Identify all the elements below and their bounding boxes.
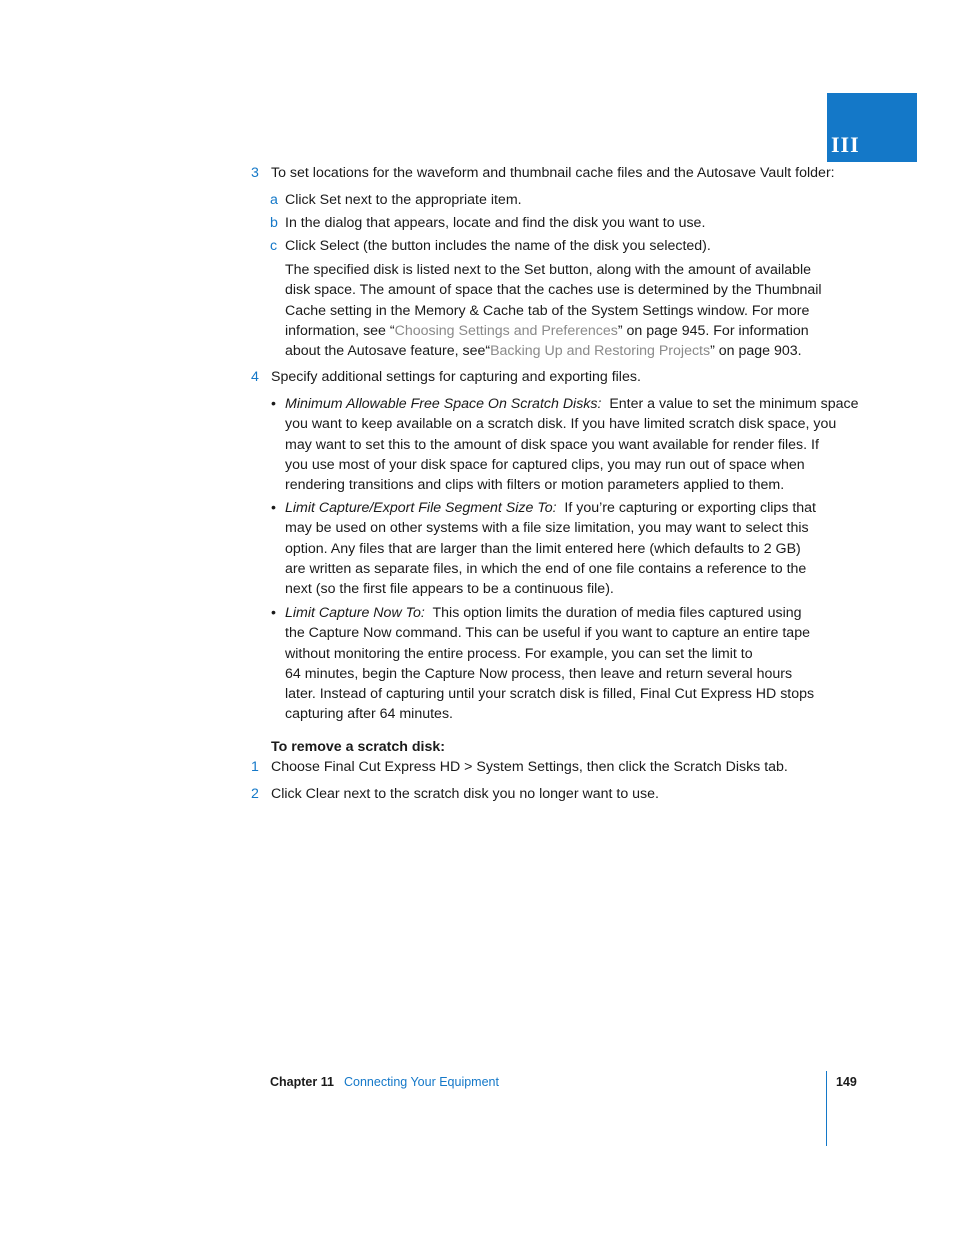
substep-text: Click Set next to the appropriate item. [285,192,522,208]
substep-letter: b [270,215,278,231]
paragraph-line [285,603,830,623]
paragraph-line: you want to keep available on a scratch disk. If you have limited scratch disk space, you [285,416,837,433]
paragraph-line: are written as separate files, in which the end of one file contains a reference to the [285,560,807,577]
substep-text: In the dialog that appears, locate and find the disk you want to use. [285,215,706,231]
text-fragment: If you’re capturing or exporting clips that [564,500,816,516]
paragraph-line: the Capture Now command. This can be useful if you want to capture an entire tape [285,625,810,642]
bullet-term: Limit Capture/Export File Segment Size To: [285,500,557,516]
section-tab-label: III [831,132,860,157]
paragraph-line: later. Instead of capturing until your scratch disk is filled, Final Cut Express HD stops [285,686,815,703]
text-fragment: ” on page 945. For information [617,322,809,339]
step-text: To set locations for the waveform and thumbnail cache files and the Autosave Vault folder: [271,165,835,181]
paragraph-line [285,394,859,414]
step-number: 2 [251,786,259,802]
paragraph-line: without monitoring the entire process. For example, you can set the limit to [285,645,753,662]
paragraph-line: may want to set this to the amount of disk space you want available for render files. If [285,436,819,453]
bullet-dot: • [271,396,276,412]
step-number: 4 [251,369,259,385]
section-tab [827,93,917,162]
paragraph-line: you use most of your disk space for captured clips, you may run out of space when [285,456,805,473]
backing-up-link[interactable]: Backing Up and Restoring Projects [490,343,711,360]
text-fragment: information, see “ [285,322,395,339]
paragraph-line: capturing after 64 minutes. [285,706,453,723]
substep-letter: c [270,238,278,254]
choosing-settings-link[interactable]: Choosing Settings and Preferences [394,322,618,339]
footer-chapter-label: Chapter 11 [270,1075,334,1089]
bullet-term: Minimum Allowable Free Space On Scratch Disks: [285,396,602,412]
step-number: 3 [251,165,259,181]
paragraph-line: disk space. The amount of space that the caches use is determined by the Thumbnail [285,282,822,299]
bullet-term: Limit Capture Now To: [285,605,425,621]
step-text: Specify additional settings for capturing and exporting files. [271,369,641,385]
paragraph-line: rendering transitions and clips with filters or motion parameters applied to them. [285,477,785,494]
paragraph-line [285,321,830,341]
section-heading: To remove a scratch disk: [271,739,445,755]
bullet-dot: • [271,605,276,621]
text-fragment: Enter a value to set the minimum space [609,396,859,412]
step-text: Choose Final Cut Express HD > System Settings, then click the Scratch Disks tab. [271,759,788,775]
text-fragment: ” on page 903. [710,343,802,360]
footer-divider [826,1071,827,1146]
page-number: 149 [836,1075,857,1089]
bullet-dot: • [271,500,276,516]
text-fragment: This option limits the duration of media files captured using [432,605,802,621]
paragraph-line: 64 minutes, begin the Capture Now process, then leave and return several hours [285,665,793,682]
paragraph-line: option. Any files that are larger than the limit entered here (which defaults to 2 GB) [285,540,801,557]
footer-chapter-title[interactable]: Connecting Your Equipment [344,1075,499,1089]
substep-letter: a [270,192,278,208]
paragraph-line [285,498,830,518]
step-number: 1 [251,759,259,775]
paragraph-line: The specified disk is listed next to the Set button, along with the amount of available [285,262,812,278]
paragraph-line [285,341,830,361]
text-fragment: about the Autosave feature, see“ [285,343,491,360]
paragraph-line: Cache setting in the Memory & Cache tab of the System Settings window. For more [285,302,810,319]
paragraph-line: may be used on other systems with a file size limitation, you may want to select this [285,520,809,537]
paragraph-line: next (so the first file appears to be a continuous file). [285,581,614,598]
substep-text: Click Select (the button includes the name of the disk you selected). [285,238,711,254]
step-text: Click Clear next to the scratch disk you no longer want to use. [271,786,659,802]
